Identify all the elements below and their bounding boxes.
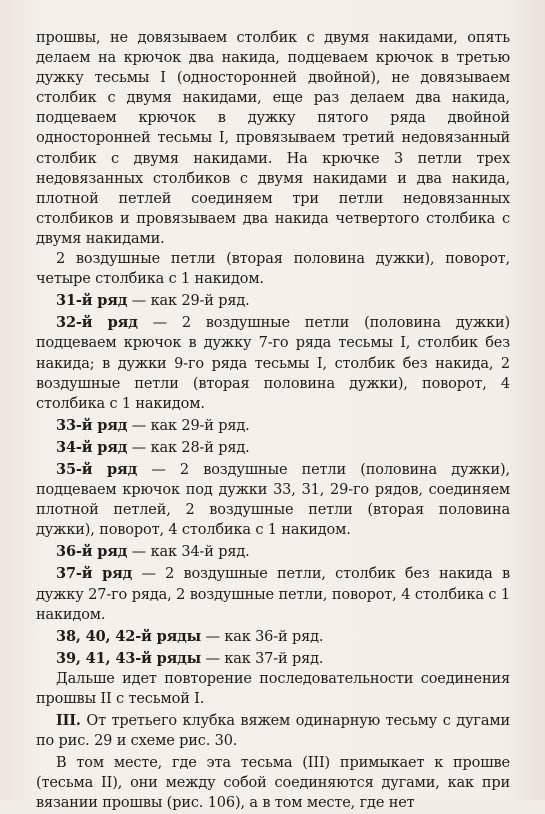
row-text: — как 29-й ряд.	[127, 417, 250, 434]
paragraph-text: прошвы, не довязываем столбик с двумя накидами, опять делаем на крючок два накида, подцеваем крючок в третью дужку тесьмы I (односторонней двойной), не довязываем столбик с двумя накидами, еще раз делаем два накида, подцеваем крючок в дужку пятого ряда двойной односторонней тесьмы I, провязываем третий недовязанный столбик с двумя накидами. На крючке 3 петли трех недовязанных столбиков с двумя накидами и два накида, плотной петлей соединяем три петли недовязанных столбиков и провязываем два накида четвертого столбика с двумя накидами.	[36, 30, 510, 247]
row-32-paragraph	[36, 313, 510, 413]
rows-39-41-43-paragraph	[36, 649, 510, 669]
row-text: — как 28-й ряд.	[127, 439, 250, 456]
row-text: — как 37-й ряд.	[201, 650, 324, 667]
row-label: 33-й ряд	[56, 416, 128, 434]
paragraph-connection	[36, 753, 510, 813]
row-37-paragraph	[36, 564, 510, 624]
paragraph-repeat	[36, 669, 510, 709]
paragraph-continued	[36, 28, 510, 249]
paragraph-text: В том месте, где эта тесьма (III) примыкает к прошве (тесьма II), они между собой соединяются дугами, как при вязании прошвы (рис. 106), а в том месте, где нет	[36, 755, 510, 812]
rows-38-40-42-paragraph	[36, 627, 510, 647]
row-label: 37-й ряд	[56, 565, 133, 583]
paragraph-turn	[36, 249, 510, 289]
row-text: — 2 воздушные петли (половина дужки), подцеваем крючок под дужки 33, 31, 29-го рядов, соединяем плотной петлей, 2 воздушные петли (вторая половина дужки), поворот, 4 столбика с 1 накидом.	[36, 461, 510, 539]
row-35-paragraph	[36, 460, 510, 540]
row-label: 39, 41, 43-й ряды	[56, 649, 202, 667]
section-text: От третьего клубка вяжем одинарную тесьму с дугами по рис. 29 и схеме рис. 30.	[36, 713, 510, 750]
paragraph-text: 2 воздушные петли (вторая половина дужки), поворот, четыре столбика с 1 накидом.	[36, 251, 510, 288]
row-text: — 2 воздушные петли (половина дужки) подцеваем крючок в дужку 7-го ряда тесьмы I, столбик без накида; в дужки 9-го ряда тесьмы I, столбик без накида, 2 воздушные петли (вторая половина дужки), поворот, 4 столбика с 1 накидом.	[36, 315, 510, 412]
section-iii-paragraph	[36, 711, 510, 751]
row-label: 38, 40, 42-й ряды	[56, 627, 202, 645]
section-label: III.	[56, 712, 81, 730]
row-label: 36-й ряд	[56, 543, 128, 561]
row-label: 31-й ряд	[56, 292, 128, 310]
row-text: — как 34-й ряд.	[127, 544, 250, 561]
row-36-paragraph	[36, 542, 510, 562]
row-label: 35-й ряд	[56, 460, 138, 478]
row-label: 32-й ряд	[56, 314, 138, 332]
paragraph-text: Дальше идет повторение последовательности соединения прошвы II с тесьмой I.	[36, 670, 510, 707]
row-34-paragraph	[36, 438, 510, 458]
row-text: — как 36-й ряд.	[201, 628, 324, 645]
row-text: — 2 воздушные петли, столбик без накида в дужку 27-го ряда, 2 воздушные петли, поворот, 4 столбика с 1 накидом.	[36, 566, 510, 623]
row-33-paragraph	[36, 416, 510, 436]
document-text	[36, 28, 510, 814]
row-label: 34-й ряд	[56, 438, 128, 456]
row-text: — как 29-й ряд.	[127, 293, 250, 310]
row-31-paragraph	[36, 291, 510, 311]
